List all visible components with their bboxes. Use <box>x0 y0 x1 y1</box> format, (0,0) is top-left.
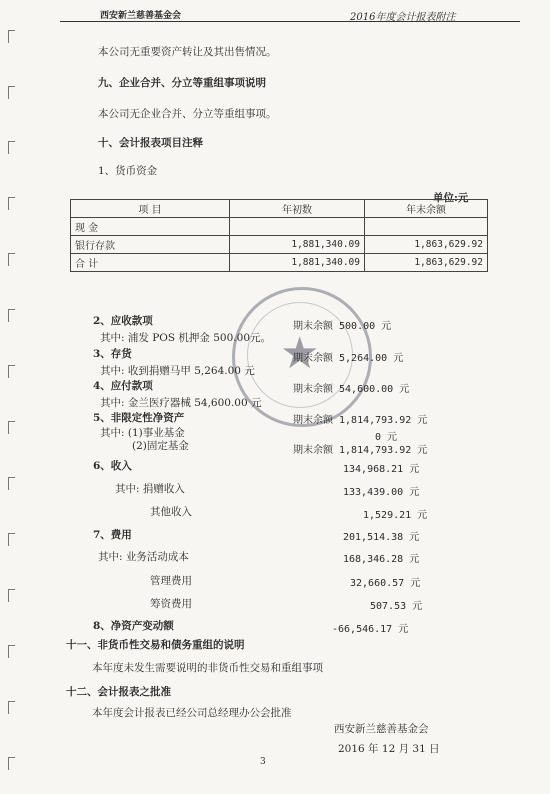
note-label: 其中: 业务活动成本 <box>98 551 189 563</box>
col-item-header: 项 目 <box>71 200 230 218</box>
note-label: 其中: 金兰医疗器械 54,600.00 元 <box>100 397 262 409</box>
note-value: 0 元 <box>375 432 398 443</box>
note-label: 其中: 捐赠收入 <box>115 483 185 495</box>
header-rule <box>60 21 520 22</box>
col-end-header: 年末余额 <box>365 200 488 218</box>
note-value: -66,546.17 元 <box>332 624 409 635</box>
note-label: 筹资费用 <box>150 598 192 610</box>
note-label: 管理费用 <box>150 575 192 587</box>
table-header-row <box>71 200 488 218</box>
note-value: 201,514.38 元 <box>343 532 420 543</box>
page-number: 3 <box>260 757 266 767</box>
signature-date: 2016 年 12 月 31 日 <box>338 743 440 755</box>
unit-label: 单位:元 <box>433 192 469 204</box>
section-10-title: 十、会计报表项目注释 <box>98 137 203 149</box>
note-label: 8、净资产变动额 <box>93 620 174 632</box>
note-value: 134,968.21 元 <box>343 464 420 475</box>
signature-org: 西安新兰慈善基金会 <box>334 723 429 735</box>
note-value: 133,439.00 元 <box>343 487 420 498</box>
binding-marks <box>0 0 22 794</box>
note-value: 1,529.21 元 <box>363 510 428 521</box>
table-row <box>71 218 488 236</box>
row-start <box>230 218 365 236</box>
section-11-text: 本年度未发生需要说明的非货币性交易和重组事项 <box>92 662 323 674</box>
note-value: 期末余额 500.00 元 <box>293 321 392 332</box>
row-item: 银行存款 <box>71 236 230 254</box>
note-label: 其他收入 <box>150 506 192 518</box>
note-label: (2)固定基金 <box>132 440 189 452</box>
note-value: 期末余额 54,600.00 元 <box>293 384 410 395</box>
note-label: 其中: (1)事业基金 <box>100 427 185 439</box>
table-row <box>71 254 488 272</box>
note-value: 期末余额 1,814,793.92 元 <box>293 445 428 456</box>
col-start-header: 年初数 <box>230 200 365 218</box>
section-12-title: 十二、会计报表之批准 <box>66 686 171 698</box>
row-start: 1,881,340.09 <box>230 236 365 254</box>
section-12-text: 本年度会计报表已经公司总经理办公会批准 <box>92 707 292 719</box>
cash-table <box>70 199 488 272</box>
section-10-1-title: 1、货币资金 <box>98 165 158 177</box>
note-label: 其中: 收到捐赠马甲 5,264.00 元 <box>100 365 255 377</box>
asset-statement: 本公司无重要资产转让及其出售情况。 <box>98 46 277 58</box>
table-row <box>71 236 488 254</box>
note-label: 其中: 浦发 POS 机押金 500.00元。 <box>100 332 271 344</box>
note-label: 5、非限定性净资产 <box>93 412 185 424</box>
row-start: 1,881,340.09 <box>230 254 365 272</box>
note-value: 32,660.57 元 <box>350 578 421 589</box>
note-value: 507.53 元 <box>370 601 423 612</box>
note-label: 6、收入 <box>93 460 132 472</box>
header-org: 西安新兰慈善基金会 <box>100 11 182 21</box>
note-value: 168,346.28 元 <box>343 554 420 565</box>
row-item: 合 计 <box>71 254 230 272</box>
row-end: 1,863,629.92 <box>365 254 488 272</box>
header-report-title: 2016年度会计报表附注 <box>350 12 456 23</box>
note-label: 3、存货 <box>93 348 132 360</box>
row-end: 1,863,629.92 <box>365 236 488 254</box>
row-item: 现 金 <box>71 218 230 236</box>
note-value: 期末余额 1,814,793.92 元 <box>293 415 428 426</box>
section-11-title: 十一、非货币性交易和债务重组的说明 <box>66 639 245 651</box>
note-label: 7、费用 <box>93 529 132 541</box>
note-label: 2、应收款项 <box>93 315 153 327</box>
section-9-title: 九、企业合并、分立等重组事项说明 <box>98 77 266 89</box>
note-value: 期末余额 5,264.00 元 <box>293 353 404 364</box>
note-label: 4、应付款项 <box>93 380 153 392</box>
row-end <box>365 218 488 236</box>
seal-star-icon: ★ <box>280 328 320 379</box>
section-9-text: 本公司无企业合并、分立等重组事项。 <box>98 108 277 120</box>
